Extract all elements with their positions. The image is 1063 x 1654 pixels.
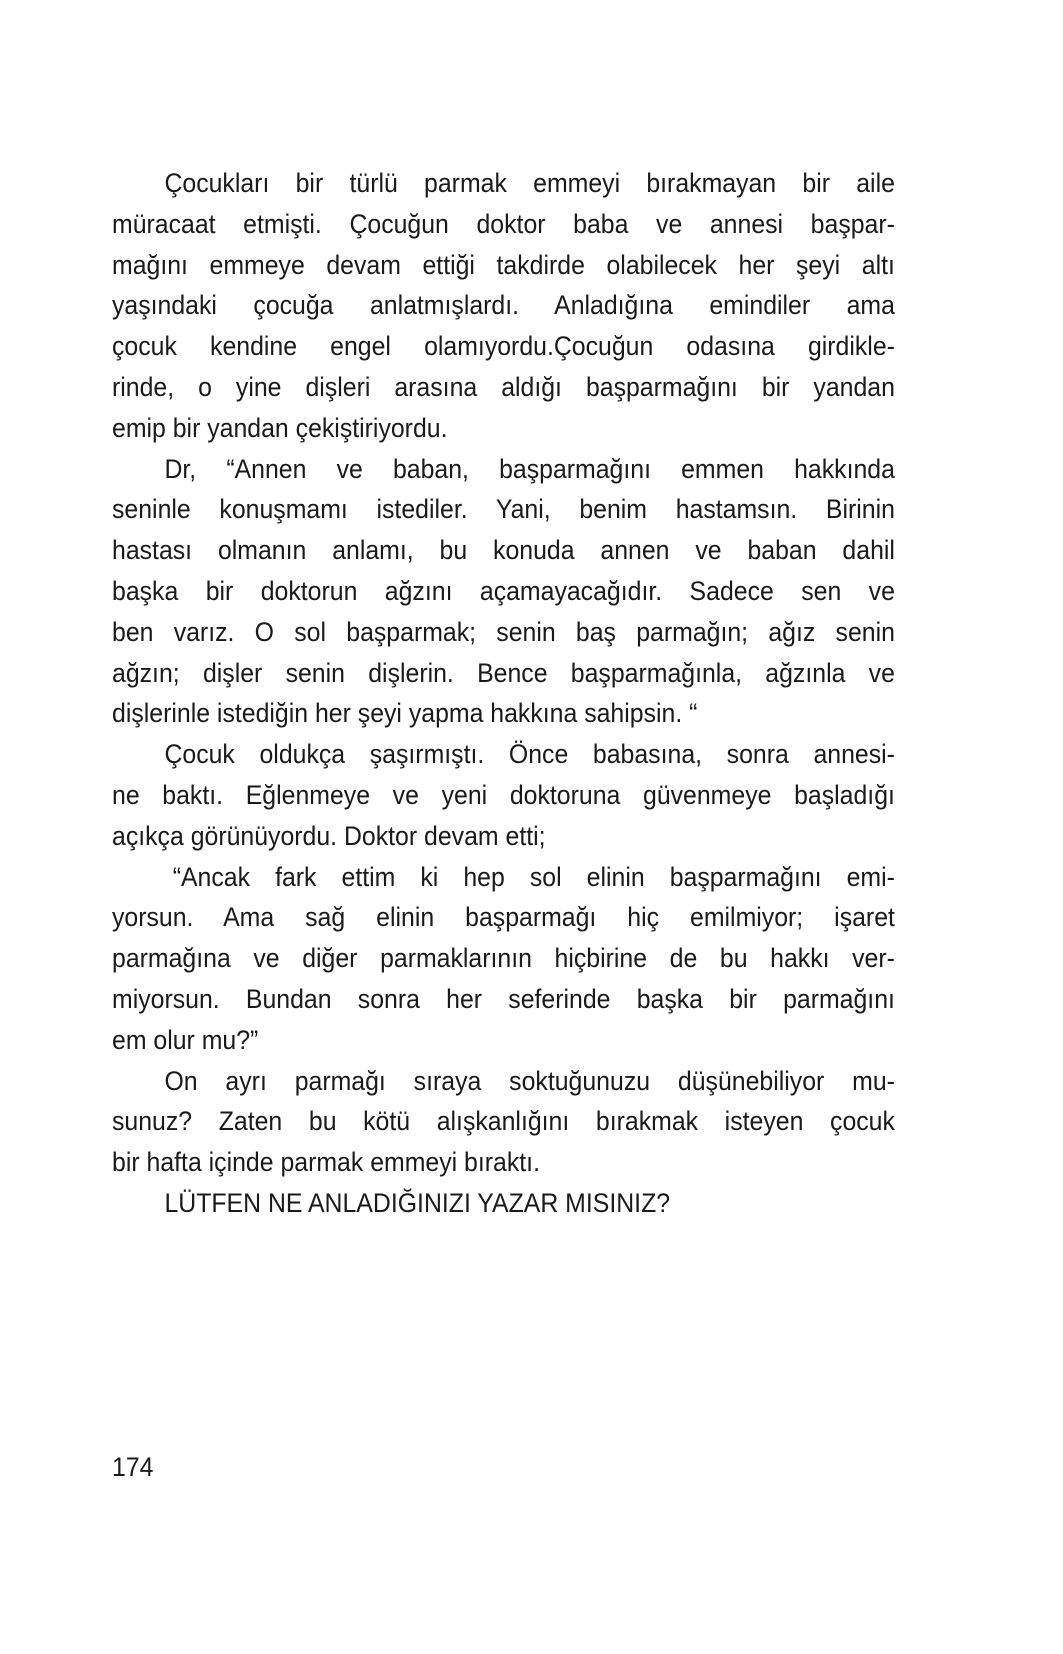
text-line: müracaat etmişti. Çocuğun doktor baba ve annesi başpar- — [112, 208, 895, 239]
text-line: ben varız. O sol başparmak; senin baş parmağın; ağız senin — [112, 616, 895, 647]
text-line: On ayrı parmağı sıraya soktuğunuzu düşünebiliyor mu- — [164, 1065, 895, 1096]
text-line: yaşındaki çocuğa anlatmışlardı. Anladığına emindiler ama — [112, 290, 895, 321]
text-line: LÜTFEN NE ANLADIĞINIZI YAZAR MISINIZ? — [164, 1187, 671, 1218]
text-line: seninle konuşmamı istediler. Yani, benim hastamsın. Birinin — [112, 494, 895, 525]
text-line: “Ancak fark ettim ki hep sol elinin başparmağını emi- — [172, 861, 895, 892]
page-body-text — [112, 163, 895, 1224]
text-line: Çocukları bir türlü parmak emmeyi bırakmayan bir aile — [164, 168, 895, 198]
text-line: dişlerinle istediğin her şeyi yapma hakkına sahipsin. “ — [112, 698, 698, 729]
text-line: sunuz? Zaten bu kötü alışkanlığını bırakmak isteyen çocuk — [112, 1106, 895, 1137]
text-line: başka bir doktorun ağzını açamayacağıdır. Sadece sen ve — [112, 575, 895, 606]
text-line: Dr, “Annen ve baban, başparmağını emmen hakkında — [164, 453, 895, 484]
text-line: em olur mu?” — [112, 1024, 259, 1055]
text-line: yorsun. Ama sağ elinin başparmağı hiç emilmiyor; işaret — [112, 902, 895, 933]
text-line: rinde, o yine dişleri arasına aldığı başparmağını bir yandan — [112, 371, 895, 402]
text-line: parmağına ve diğer parmaklarının hiçbirine de bu hakkı ver- — [112, 943, 895, 974]
text-line: hastası olmanın anlamı, bu konuda annen ve baban dahil — [112, 535, 895, 566]
page-number: 174 — [112, 1452, 154, 1482]
text-line: miyorsun. Bundan sonra her seferinde başka bir parmağını — [112, 983, 895, 1014]
text-line: ne baktı. Eğlenmeye ve yeni doktoruna güvenmeye başladığı — [112, 779, 895, 810]
text-line: çocuk kendine engel olamıyordu.Çocuğun odasına girdikle- — [112, 331, 895, 362]
text-line: emip bir yandan çekiştiriyordu. — [112, 412, 448, 443]
text-line: ağzın; dişler senin dişlerin. Bence başparmağınla, ağzınla ve — [112, 657, 895, 688]
text-line: Çocuk oldukça şaşırmıştı. Önce babasına, sonra annesi- — [164, 739, 895, 770]
text-line: açıkça görünüyordu. Doktor devam etti; — [112, 820, 546, 851]
text-line: bir hafta içinde parmak emmeyi bıraktı. — [112, 1147, 540, 1178]
text-line: mağını emmeye devam ettiği takdirde olabilecek her şeyi altı — [112, 249, 895, 280]
